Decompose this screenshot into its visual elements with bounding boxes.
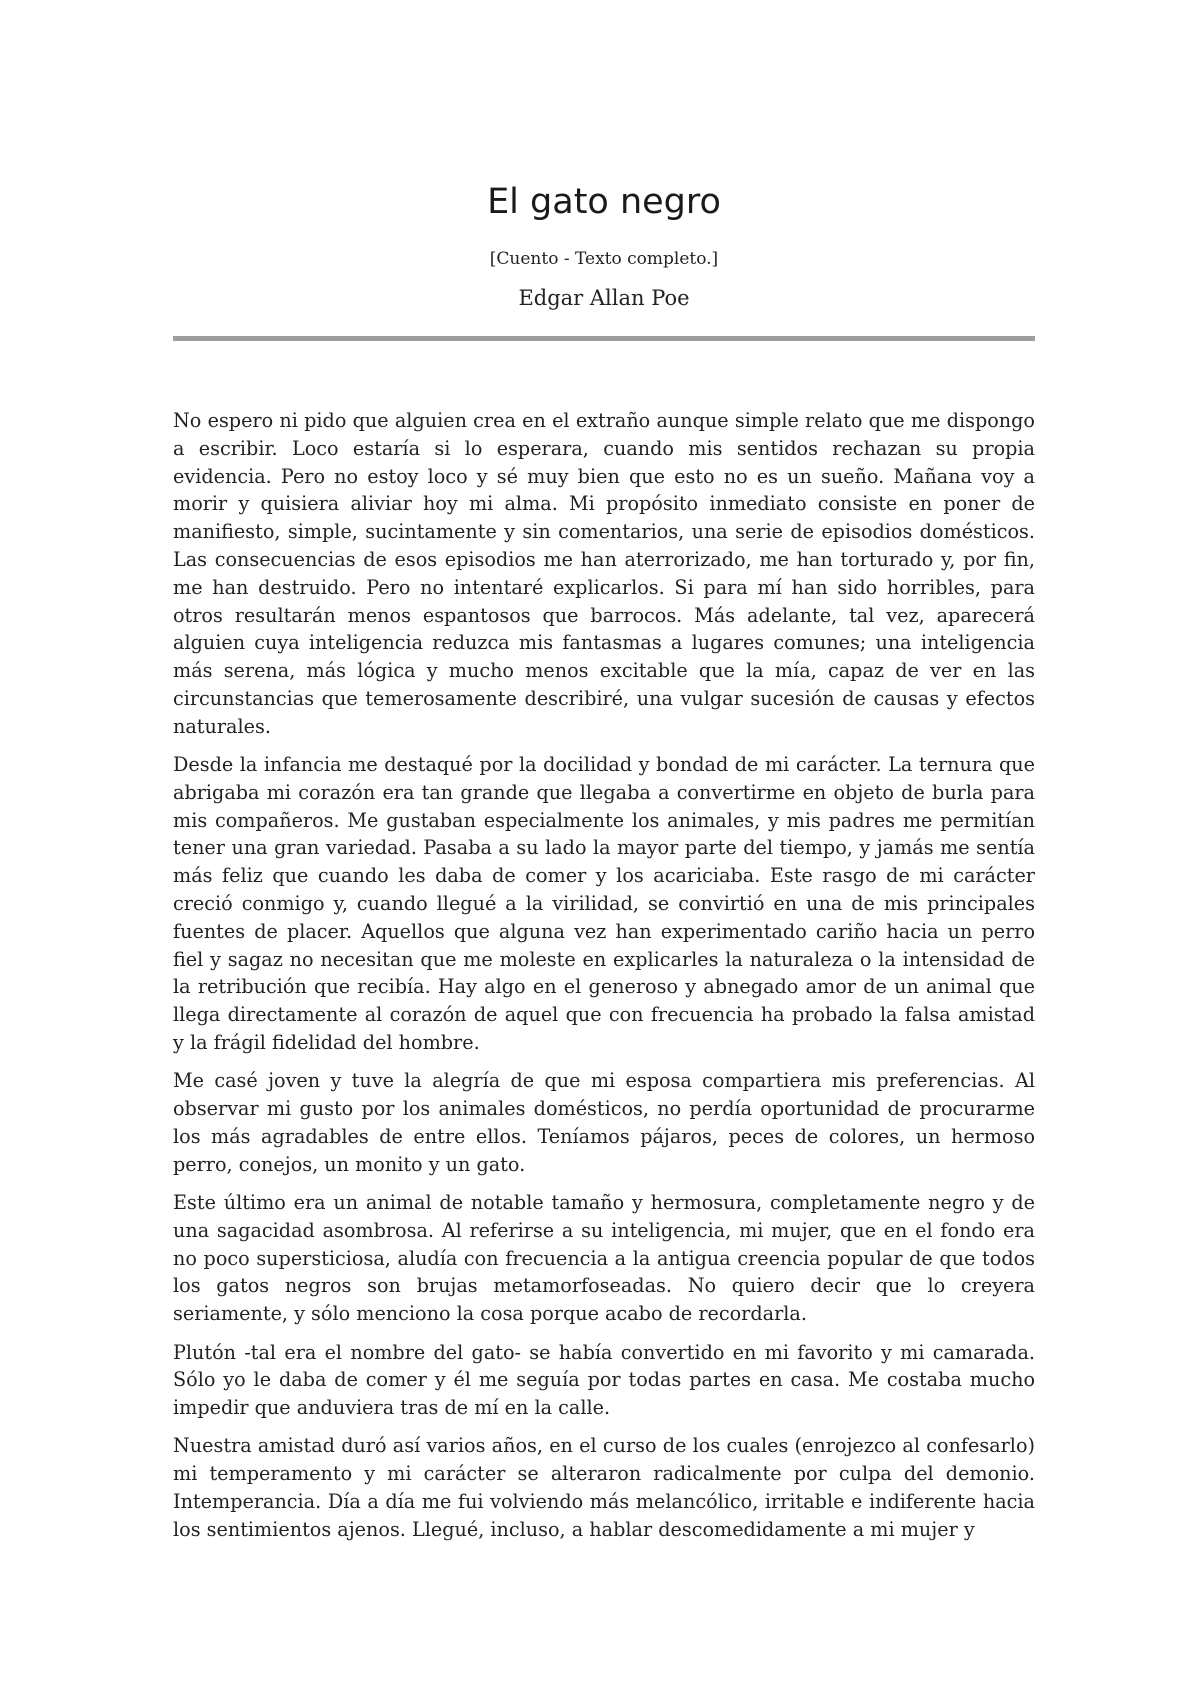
document-subtitle: [Cuento - Texto completo.] [489,249,719,269]
document-author: Edgar Allan Poe [518,286,690,310]
paragraph: Desde la infancia me destaqué por la docilidad y bondad de mi carácter. La ternura que abrigaba mi corazón era tan grande que llegaba a convertirme en objeto de burla para mis compañeros. Me gustaban especialmente los animales, y mis padres me permitían tener una gran variedad. Pasaba a su lado la mayor parte del tiempo, y jamás me sentía más feliz que cuando les daba de comer y los acariciaba. Este rasgo de mi carácter creció conmigo y, cuando llegué a la virilidad, se convirtió en una de mis principales fuentes de placer. Aquellos que alguna vez han experimentado cariño hacia un perro fiel y sagaz no necesitan que me moleste en explicarles la naturaleza o la intensidad de la retribución que recibía. Hay algo en el generoso y abnegado amor de un animal que llega directamente al corazón de aquel que con frecuencia ha probado la falsa amistad y la frágil fidelidad del hombre. [173,753,1035,1055]
document-body [173,407,1035,1544]
paragraph: Nuestra amistad duró así varios años, en el curso de los cuales (enrojezco al confesarlo) mi temperamento y mi carácter se alteraron radicalmente por culpa del demonio. Intemperancia. Día a día me fui volviendo más melancólico, irritable e indiferente hacia los sentimientos ajenos. Llegué, incluso, a hablar descomedidamente a mi mujer y [173,1434,1035,1541]
document-title: El gato negro [487,182,721,222]
header-separator [173,336,1035,341]
paragraph: No espero ni pido que alguien crea en el extraño aunque simple relato que me dispongo a escribir. Loco estaría si lo esperara, cuando mis sentidos rechazan su propia evidencia. Pero no estoy loco y sé muy bien que esto no es un sueño. Mañana voy a morir y quisiera aliviar hoy mi alma. Mi propósito inmediato consiste en poner de manifiesto, simple, sucintamente y sin comentarios, una serie de episodios domésticos. Las consecuencias de esos episodios me han aterrorizado, me han torturado y, por fin, me han destruido. Pero no intentaré explicarlos. Si para mí han sido horribles, para otros resultarán menos espantosos que barrocos. Más adelante, tal vez, aparecerá alguien cuya inteligencia reduzca mis fantasmas a lugares comunes; una inteligencia más serena, más lógica y mucho menos excitable que la mía, capaz de ver en las circunstancias que temerosamente describiré, una vulgar sucesión de causas y efectos naturales. [173,409,1035,738]
paragraph: Plutón -tal era el nombre del gato- se había convertido en mi favorito y mi camarada. Sólo yo le daba de comer y él me seguía por todas partes en casa. Me costaba mucho impedir que anduviera tras de mí en la calle. [173,1340,1035,1420]
paragraph: Este último era un animal de notable tamaño y hermosura, completamente negro y de una sagacidad asombrosa. Al referirse a su inteligencia, mi mujer, que en el fondo era no poco supersticiosa, aludía con frecuencia a la antigua creencia popular de que todos los gatos negros son brujas metamorfoseadas. No quiero decir que lo creyera seriamente, y sólo menciono la cosa porque acabo de recordarla. [173,1191,1035,1326]
document-page [173,176,1035,1554]
paragraph: Me casé joven y tuve la alegría de que mi esposa compartiera mis preferencias. Al observar mi gusto por los animales domésticos, no perdía oportunidad de procurarme los más agradables de entre ellos. Teníamos pájaros, peces de colores, un hermoso perro, conejos, un monito y un gato. [173,1069,1035,1176]
